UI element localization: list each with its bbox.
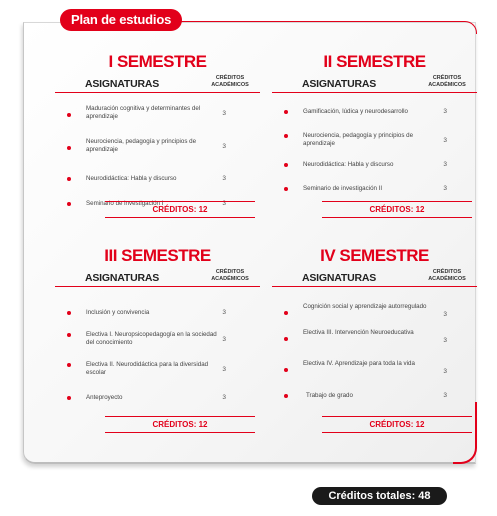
- bullet-icon: [67, 333, 71, 337]
- subject-name: Neurociencia, pedagogía y principios de aprendizaje: [86, 138, 197, 153]
- subject-name: Cognición social y aprendizaje autorregulado: [303, 303, 427, 310]
- semester-credits-total: CRÉDITOS: 12: [105, 201, 255, 218]
- bullet-icon: [284, 187, 288, 191]
- subjects-header: ASIGNATURAS: [302, 272, 377, 284]
- bullet-icon: [284, 311, 288, 315]
- subject-credits: 3: [443, 337, 447, 344]
- subject-credits: 3: [222, 336, 226, 343]
- subject-name: Neurociencia, pedagogía y principios de aprendizaje: [303, 132, 414, 147]
- subject-credits: 3: [222, 200, 226, 207]
- subject-credits: 3: [443, 185, 447, 192]
- subject-name: Anteproyecto: [86, 394, 123, 401]
- subject-credits: 3: [443, 137, 447, 144]
- subjects-header: ASIGNATURAS: [85, 78, 160, 90]
- subject-name: Gamificación, lúdica y neurodesarrollo: [303, 108, 408, 115]
- subject-name: Electiva II. Neurodidáctica para la diversidad escolar: [86, 361, 209, 376]
- subject-name: Seminario de investigación II: [303, 185, 383, 192]
- subject-name: Maduración cognitiva y determinantes del aprendizaje: [86, 105, 201, 120]
- bullet-icon: [284, 110, 288, 114]
- semester-2: [272, 52, 477, 223]
- subject-name: Neurodidáctica: Habla y discurso: [303, 161, 394, 168]
- subject-credits: 3: [222, 394, 226, 401]
- column-header: [55, 266, 260, 287]
- card-accent-top: [174, 21, 477, 34]
- subject-credits: 3: [443, 161, 447, 168]
- subject-name: Seminario de investigación I: [86, 200, 164, 207]
- subject-credits: 3: [222, 143, 226, 150]
- bullet-icon: [67, 202, 71, 206]
- bullet-icon: [67, 113, 71, 117]
- subject-credits: 3: [443, 108, 447, 115]
- semester-title: IV SEMESTRE: [320, 246, 429, 265]
- subject-name: Electiva III. Intervención Neuroeducativa: [303, 329, 414, 336]
- credits-header: CRÉDITOS ACADÉMICOS: [211, 269, 249, 282]
- subject-name: Electiva I. Neuropsicopedagogía en la sociedad del conocimiento: [86, 331, 217, 346]
- subjects-header: ASIGNATURAS: [85, 272, 160, 284]
- semester-title: II SEMESTRE: [323, 52, 426, 71]
- subject-credits: 3: [443, 368, 447, 375]
- credits-header: CRÉDITOS ACADÉMICOS: [428, 75, 466, 88]
- subject-list: [272, 287, 477, 437]
- bullet-icon: [284, 394, 288, 398]
- bullet-icon: [67, 146, 71, 150]
- subject-name: Electiva IV. Aprendizaje para toda la vida: [303, 360, 415, 367]
- credits-header: CRÉDITOS ACADÉMICOS: [428, 269, 466, 282]
- subject-name: Inclusión y convivencia: [86, 309, 150, 316]
- subject-credits: 3: [443, 311, 447, 318]
- subject-credits: 3: [222, 175, 226, 182]
- semester-credits-total: CRÉDITOS: 12: [322, 416, 472, 433]
- subject-name: Neurodidáctica: Habla y discurso: [86, 175, 177, 182]
- plan-title-tab: Plan de estudios: [60, 9, 182, 31]
- subject-credits: 3: [222, 110, 226, 117]
- bullet-icon: [284, 368, 288, 372]
- semester-4: [272, 246, 477, 437]
- total-credits-badge: Créditos totales: 48: [312, 487, 447, 505]
- semester-credits-total: CRÉDITOS: 12: [322, 201, 472, 218]
- column-header: [55, 72, 260, 93]
- subject-credits: 3: [443, 392, 447, 399]
- subject-credits: 3: [222, 366, 226, 373]
- subject-list: [55, 287, 260, 437]
- subjects-header: ASIGNATURAS: [302, 78, 377, 90]
- semester-1: [55, 52, 260, 223]
- subject-credits: 3: [222, 309, 226, 316]
- semester-title: III SEMESTRE: [104, 246, 211, 265]
- bullet-icon: [67, 363, 71, 367]
- credits-header: CRÉDITOS ACADÉMICOS: [211, 75, 249, 88]
- bullet-icon: [284, 337, 288, 341]
- semester-title: I SEMESTRE: [108, 52, 207, 71]
- column-header: [272, 72, 477, 93]
- bullet-icon: [67, 177, 71, 181]
- bullet-icon: [284, 163, 288, 167]
- subject-name: Trabajo de grado: [306, 392, 353, 399]
- bullet-icon: [67, 396, 71, 400]
- column-header: [272, 266, 477, 287]
- bullet-icon: [284, 134, 288, 138]
- semester-credits-total: CRÉDITOS: 12: [105, 416, 255, 433]
- bullet-icon: [67, 311, 71, 315]
- semester-3: [55, 246, 260, 437]
